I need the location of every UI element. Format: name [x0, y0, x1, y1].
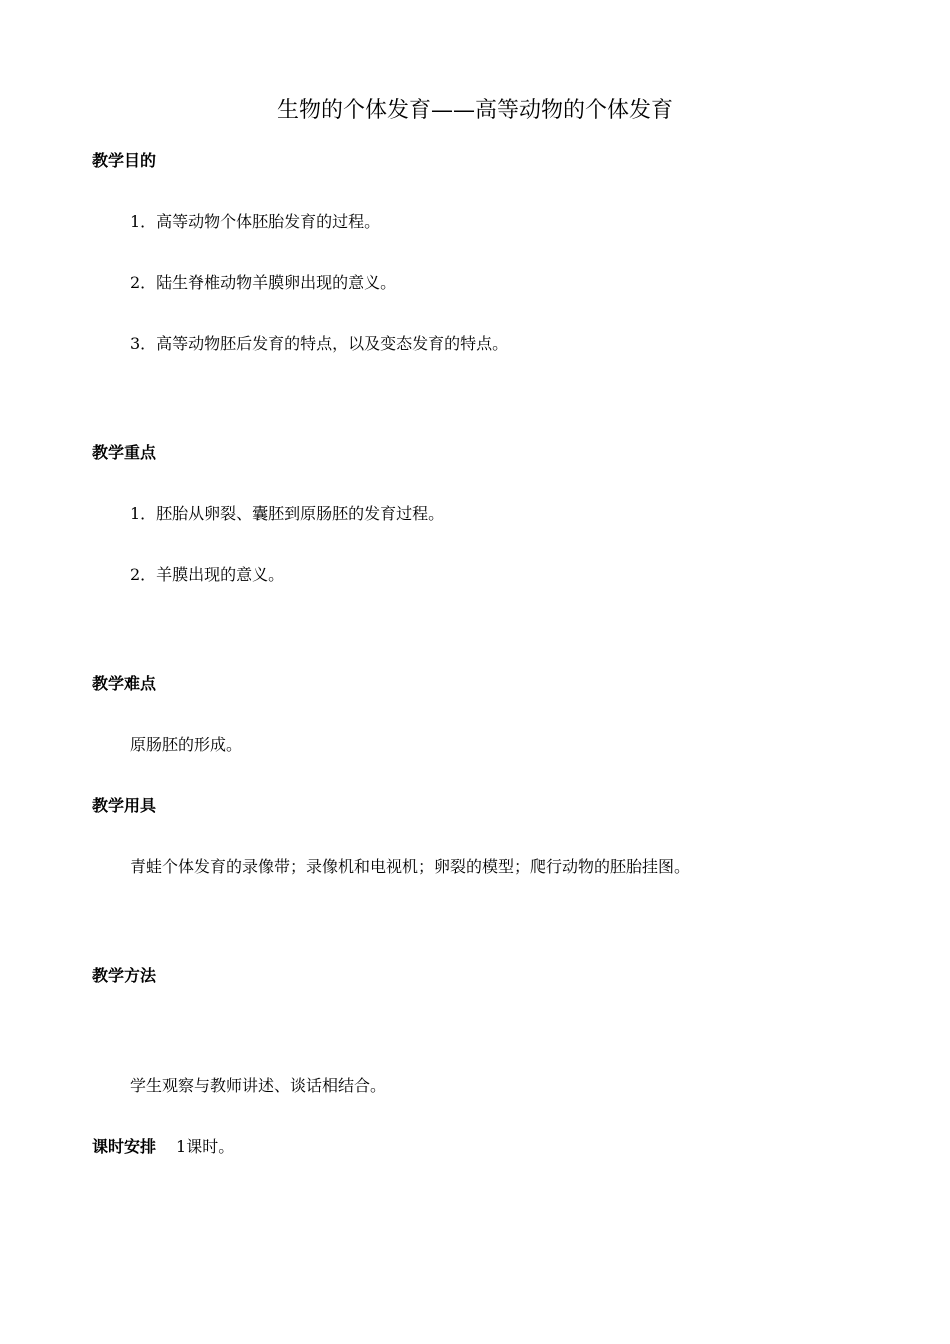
objective-item-2: 2．陆生脊椎动物羊膜卵出现的意义。 [130, 273, 397, 292]
methods-heading: 教学方法 [92, 966, 157, 985]
schedule-heading: 课时安排 [92, 1137, 157, 1156]
objective-item-1: 1．高等动物个体胚胎发育的过程。 [130, 212, 381, 231]
document-title: 生物的个体发育——高等动物的个体发育 [276, 98, 673, 123]
key-point-item-2: 2．羊膜出现的意义。 [130, 565, 285, 584]
difficulties-text: 原肠胚的形成。 [130, 735, 243, 754]
tools-text: 青蛙个体发育的录像带；录像机和电视机；卵裂的模型；爬行动物的胚胎挂图。 [130, 857, 691, 876]
objectives-heading: 教学目的 [92, 151, 157, 170]
objective-item-3: 3．高等动物胚后发育的特点，以及变态发育的特点。 [130, 334, 509, 353]
schedule-text: 1课时。 [176, 1137, 235, 1156]
key-point-item-1: 1．胚胎从卵裂、囊胚到原肠胚的发育过程。 [130, 504, 445, 523]
methods-text: 学生观察与教师讲述、谈话相结合。 [130, 1076, 387, 1095]
tools-heading: 教学用具 [92, 796, 157, 815]
key-points-heading: 教学重点 [92, 443, 157, 462]
schedule-line [92, 1136, 234, 1158]
difficulties-heading: 教学难点 [92, 674, 157, 693]
